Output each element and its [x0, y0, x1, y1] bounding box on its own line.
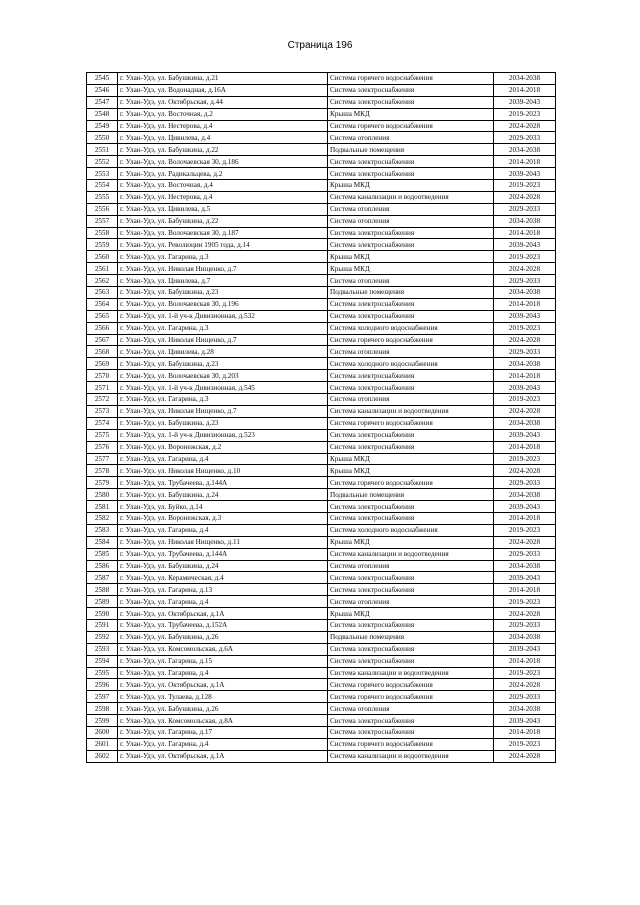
table-row: [87, 679, 556, 691]
table-row: [87, 691, 556, 703]
work-type-cell: Система холодного водоснабжения: [328, 358, 494, 370]
row-number-cell: 2594: [87, 655, 118, 667]
address-cell: г. Улан-Удэ, ул. Гагарина, д.4: [118, 738, 328, 750]
table-row: [87, 417, 556, 429]
work-type-cell: Система холодного водоснабжения: [328, 322, 494, 334]
table-row: [87, 310, 556, 322]
table-row: [87, 120, 556, 132]
period-cell: 2014-2018: [494, 370, 556, 382]
address-cell: г. Улан-Удэ, ул. Октябрьская, д.1А: [118, 750, 328, 762]
period-cell: 2029-2033: [494, 619, 556, 631]
period-cell: 2039-2043: [494, 501, 556, 513]
work-type-cell: Крыша МКД: [328, 453, 494, 465]
row-number-cell: 2545: [87, 73, 118, 85]
period-cell: 2029-2033: [494, 275, 556, 287]
address-cell: г. Улан-Удэ, ул. Трубачеева, д.152А: [118, 619, 328, 631]
row-number-cell: 2591: [87, 619, 118, 631]
address-cell: г. Улан-Удэ, ул. Гагарина, д.4: [118, 453, 328, 465]
work-type-cell: Система отопления: [328, 703, 494, 715]
table-row: [87, 394, 556, 406]
period-cell: 2039-2043: [494, 572, 556, 584]
address-cell: г. Улан-Удэ, ул. Комсомольская, д.8А: [118, 715, 328, 727]
work-type-cell: Система канализации и водоотведения: [328, 750, 494, 762]
work-type-cell: Система электроснабжения: [328, 715, 494, 727]
address-cell: г. Улан-Удэ, ул. Бабушкина, д.26: [118, 703, 328, 715]
row-number-cell: 2601: [87, 738, 118, 750]
work-type-cell: Система отопления: [328, 215, 494, 227]
address-cell: г. Улан-Удэ, ул. Керамическая, д.4: [118, 572, 328, 584]
work-type-cell: Система канализации и водоотведения: [328, 548, 494, 560]
table-row: [87, 298, 556, 310]
address-cell: г. Улан-Удэ, ул. Бабушкина, д.24: [118, 489, 328, 501]
address-cell: г. Улан-Удэ, ул. Нестерова, д.4: [118, 120, 328, 132]
period-cell: 2039-2043: [494, 715, 556, 727]
table-row: [87, 96, 556, 108]
period-cell: 2029-2033: [494, 203, 556, 215]
address-cell: г. Улан-Удэ, ул. Водонадная, д.16А: [118, 84, 328, 96]
address-cell: г. Улан-Удэ, ул. Радикальцева, д.2: [118, 168, 328, 180]
address-cell: г. Улан-Удэ, ул. Гагарина, д.3: [118, 251, 328, 263]
row-number-cell: 2563: [87, 287, 118, 299]
work-type-cell: Система электроснабжения: [328, 310, 494, 322]
table-row: [87, 84, 556, 96]
work-type-cell: Система электроснабжения: [328, 84, 494, 96]
work-type-cell: Крыша МКД: [328, 536, 494, 548]
table-row: [87, 156, 556, 168]
address-cell: г. Улан-Удэ, ул. Бабушкина, д.26: [118, 631, 328, 643]
row-number-cell: 2571: [87, 382, 118, 394]
work-type-cell: Система электроснабжения: [328, 441, 494, 453]
row-number-cell: 2576: [87, 441, 118, 453]
period-cell: 2014-2018: [494, 726, 556, 738]
address-cell: г. Улан-Удэ, ул. Восточная, д.2: [118, 108, 328, 120]
period-cell: 2019-2023: [494, 596, 556, 608]
work-type-cell: Система отопления: [328, 132, 494, 144]
work-type-cell: Подвальные помещения: [328, 287, 494, 299]
table-row: [87, 358, 556, 370]
work-type-cell: Система отопления: [328, 275, 494, 287]
address-cell: г. Улан-Удэ, ул. Буйко, д.14: [118, 501, 328, 513]
row-number-cell: 2552: [87, 156, 118, 168]
work-type-cell: Система горячего водоснабжения: [328, 477, 494, 489]
period-cell: 2019-2023: [494, 667, 556, 679]
address-cell: г. Улан-Удэ, ул. Октябрьская, д.1А: [118, 679, 328, 691]
address-cell: г. Улан-Удэ, ул. Николая Нищенко, д.7: [118, 334, 328, 346]
table-row: [87, 370, 556, 382]
table-row: [87, 596, 556, 608]
row-number-cell: 2586: [87, 560, 118, 572]
row-number-cell: 2548: [87, 108, 118, 120]
row-number-cell: 2550: [87, 132, 118, 144]
period-cell: 2024-2028: [494, 679, 556, 691]
repair-schedule-table: [86, 72, 556, 763]
table-row: [87, 750, 556, 762]
address-cell: г. Улан-Удэ, ул. Николая Нищенко, д.7: [118, 405, 328, 417]
table-row: [87, 429, 556, 441]
row-number-cell: 2600: [87, 726, 118, 738]
row-number-cell: 2558: [87, 227, 118, 239]
address-cell: г. Улан-Удэ, ул. Бабушкина, д.23: [118, 287, 328, 299]
period-cell: 2034-2038: [494, 631, 556, 643]
row-number-cell: 2582: [87, 512, 118, 524]
address-cell: г. Улан-Удэ, ул. Волочаевская 30, д.203: [118, 370, 328, 382]
period-cell: 2029-2033: [494, 346, 556, 358]
period-cell: 2034-2038: [494, 560, 556, 572]
table-row: [87, 441, 556, 453]
row-number-cell: 2585: [87, 548, 118, 560]
period-cell: 2039-2043: [494, 310, 556, 322]
row-number-cell: 2583: [87, 524, 118, 536]
row-number-cell: 2599: [87, 715, 118, 727]
work-type-cell: Подвальные помещения: [328, 631, 494, 643]
period-cell: 2019-2023: [494, 738, 556, 750]
period-cell: 2039-2043: [494, 429, 556, 441]
row-number-cell: 2554: [87, 180, 118, 192]
row-number-cell: 2581: [87, 501, 118, 513]
work-type-cell: Крыша МКД: [328, 108, 494, 120]
row-number-cell: 2580: [87, 489, 118, 501]
row-number-cell: 2575: [87, 429, 118, 441]
row-number-cell: 2579: [87, 477, 118, 489]
period-cell: 2024-2028: [494, 191, 556, 203]
row-number-cell: 2547: [87, 96, 118, 108]
address-cell: г. Улан-Удэ, ул. Бабушкина, д.22: [118, 215, 328, 227]
row-number-cell: 2560: [87, 251, 118, 263]
work-type-cell: Система электроснабжения: [328, 726, 494, 738]
table-row: [87, 726, 556, 738]
period-cell: 2019-2023: [494, 524, 556, 536]
period-cell: 2039-2043: [494, 96, 556, 108]
work-type-cell: Система горячего водоснабжения: [328, 120, 494, 132]
work-type-cell: Система отопления: [328, 394, 494, 406]
address-cell: г. Улан-Удэ, ул. Октябрьская, д.44: [118, 96, 328, 108]
address-cell: г. Улан-Удэ, ул. Бабушкина, д.21: [118, 73, 328, 85]
address-cell: г. Улан-Удэ, ул. Цивилева, д.7: [118, 275, 328, 287]
row-number-cell: 2567: [87, 334, 118, 346]
period-cell: 2019-2023: [494, 394, 556, 406]
address-cell: г. Улан-Удэ, ул. Воронежская, д.2: [118, 441, 328, 453]
address-cell: г. Улан-Удэ, ул. Воронежская, д.3: [118, 512, 328, 524]
address-cell: г. Улан-Удэ, ул. Николая Нищенко, д.11: [118, 536, 328, 548]
work-type-cell: Система электроснабжения: [328, 512, 494, 524]
period-cell: 2024-2028: [494, 263, 556, 275]
table-row: [87, 655, 556, 667]
period-cell: 2034-2038: [494, 73, 556, 85]
work-type-cell: Система электроснабжения: [328, 619, 494, 631]
address-cell: г. Улан-Удэ, ул. Гагарина, д.4: [118, 524, 328, 536]
work-type-cell: Система электроснабжения: [328, 584, 494, 596]
table-row: [87, 477, 556, 489]
table-row: [87, 667, 556, 679]
work-type-cell: Система электроснабжения: [328, 572, 494, 584]
period-cell: 2024-2028: [494, 334, 556, 346]
period-cell: 2019-2023: [494, 180, 556, 192]
period-cell: 2034-2038: [494, 489, 556, 501]
work-type-cell: Система электроснабжения: [328, 429, 494, 441]
table-row: [87, 275, 556, 287]
row-number-cell: 2592: [87, 631, 118, 643]
row-number-cell: 2584: [87, 536, 118, 548]
address-cell: г. Улан-Удэ, ул. Гагарина, д.17: [118, 726, 328, 738]
period-cell: 2034-2038: [494, 215, 556, 227]
work-type-cell: Система электроснабжения: [328, 370, 494, 382]
table-row: [87, 203, 556, 215]
period-cell: 2024-2028: [494, 120, 556, 132]
work-type-cell: Система отопления: [328, 203, 494, 215]
address-cell: г. Улан-Удэ, ул. Бабушкина, д.22: [118, 144, 328, 156]
row-number-cell: 2549: [87, 120, 118, 132]
row-number-cell: 2598: [87, 703, 118, 715]
address-cell: г. Улан-Удэ, ул. Октябрьская, д.1А: [118, 608, 328, 620]
work-type-cell: Крыша МКД: [328, 465, 494, 477]
work-type-cell: Система электроснабжения: [328, 655, 494, 667]
row-number-cell: 2593: [87, 643, 118, 655]
work-type-cell: Система горячего водоснабжения: [328, 679, 494, 691]
row-number-cell: 2572: [87, 394, 118, 406]
work-type-cell: Система электроснабжения: [328, 501, 494, 513]
period-cell: 2034-2038: [494, 144, 556, 156]
row-number-cell: 2587: [87, 572, 118, 584]
table-row: [87, 144, 556, 156]
period-cell: 2014-2018: [494, 298, 556, 310]
address-cell: г. Улан-Удэ, ул. Цивилева, д.28: [118, 346, 328, 358]
row-number-cell: 2573: [87, 405, 118, 417]
address-cell: г. Улан-Удэ, ул. 1-й уч-к Дивизионная, д.545: [118, 382, 328, 394]
address-cell: г. Улан-Удэ, ул. Комсомольская, д.6А: [118, 643, 328, 655]
period-cell: 2024-2028: [494, 405, 556, 417]
address-cell: г. Улан-Удэ, ул. Гагарина, д.13: [118, 584, 328, 596]
table-row: [87, 180, 556, 192]
row-number-cell: 2555: [87, 191, 118, 203]
row-number-cell: 2597: [87, 691, 118, 703]
work-type-cell: Система канализации и водоотведения: [328, 191, 494, 203]
address-cell: г. Улан-Удэ, ул. Николая Нищенко, д.7: [118, 263, 328, 275]
table-row: [87, 239, 556, 251]
row-number-cell: 2590: [87, 608, 118, 620]
row-number-cell: 2559: [87, 239, 118, 251]
row-number-cell: 2569: [87, 358, 118, 370]
table-row: [87, 738, 556, 750]
table-row: [87, 524, 556, 536]
row-number-cell: 2588: [87, 584, 118, 596]
table-row: [87, 263, 556, 275]
table-body: [87, 73, 556, 763]
row-number-cell: 2557: [87, 215, 118, 227]
row-number-cell: 2553: [87, 168, 118, 180]
period-cell: 2014-2018: [494, 584, 556, 596]
period-cell: 2019-2023: [494, 322, 556, 334]
address-cell: г. Улан-Удэ, ул. Волочаевская 30, д.196: [118, 298, 328, 310]
table-row: [87, 572, 556, 584]
table-row: [87, 168, 556, 180]
table-row: [87, 215, 556, 227]
row-number-cell: 2562: [87, 275, 118, 287]
address-cell: г. Улан-Удэ, ул. Цивилева, д.4: [118, 132, 328, 144]
address-cell: г. Улан-Удэ, ул. Восточная, д.4: [118, 180, 328, 192]
row-number-cell: 2565: [87, 310, 118, 322]
period-cell: 2024-2028: [494, 608, 556, 620]
address-cell: г. Улан-Удэ, ул. Гагарина, д.4: [118, 596, 328, 608]
row-number-cell: 2566: [87, 322, 118, 334]
work-type-cell: Система отопления: [328, 596, 494, 608]
period-cell: 2014-2018: [494, 441, 556, 453]
table-row: [87, 453, 556, 465]
row-number-cell: 2564: [87, 298, 118, 310]
period-cell: 2014-2018: [494, 655, 556, 667]
table-row: [87, 346, 556, 358]
work-type-cell: Система канализации и водоотведения: [328, 667, 494, 679]
period-cell: 2029-2033: [494, 477, 556, 489]
period-cell: 2024-2028: [494, 750, 556, 762]
table-row: [87, 608, 556, 620]
table-row: [87, 584, 556, 596]
address-cell: г. Улан-Удэ, ул. Гагарина, д.15: [118, 655, 328, 667]
work-type-cell: Система отопления: [328, 560, 494, 572]
table-row: [87, 715, 556, 727]
period-cell: 2029-2033: [494, 548, 556, 560]
row-number-cell: 2578: [87, 465, 118, 477]
table-row: [87, 631, 556, 643]
address-cell: г. Улан-Удэ, ул. Трубачеева, д.144А: [118, 477, 328, 489]
period-cell: 2029-2033: [494, 132, 556, 144]
period-cell: 2034-2038: [494, 358, 556, 370]
address-cell: г. Улан-Удэ, ул. Гагарина, д.3: [118, 322, 328, 334]
table-row: [87, 501, 556, 513]
work-type-cell: Крыша МКД: [328, 263, 494, 275]
address-cell: г. Улан-Удэ, ул. Цивилева, д.5: [118, 203, 328, 215]
work-type-cell: Система электроснабжения: [328, 239, 494, 251]
row-number-cell: 2596: [87, 679, 118, 691]
table-row: [87, 322, 556, 334]
period-cell: 2019-2023: [494, 251, 556, 263]
row-number-cell: 2574: [87, 417, 118, 429]
address-cell: г. Улан-Удэ, ул. Трубачеева, д.144А: [118, 548, 328, 560]
row-number-cell: 2602: [87, 750, 118, 762]
table-row: [87, 489, 556, 501]
work-type-cell: Система отопления: [328, 346, 494, 358]
period-cell: 2034-2038: [494, 417, 556, 429]
period-cell: 2019-2023: [494, 108, 556, 120]
work-type-cell: Система горячего водоснабжения: [328, 73, 494, 85]
table-row: [87, 512, 556, 524]
work-type-cell: Крыша МКД: [328, 180, 494, 192]
work-type-cell: Система электроснабжения: [328, 227, 494, 239]
period-cell: 2034-2038: [494, 703, 556, 715]
work-type-cell: Система холодного водоснабжения: [328, 524, 494, 536]
table-row: [87, 643, 556, 655]
row-number-cell: 2551: [87, 144, 118, 156]
work-type-cell: Подвальные помещения: [328, 489, 494, 501]
table-row: [87, 703, 556, 715]
period-cell: 2024-2028: [494, 465, 556, 477]
table-row: [87, 287, 556, 299]
period-cell: 2034-2038: [494, 287, 556, 299]
table-row: [87, 334, 556, 346]
period-cell: 2014-2018: [494, 84, 556, 96]
period-cell: 2014-2018: [494, 156, 556, 168]
table-row: [87, 251, 556, 263]
work-type-cell: Система горячего водоснабжения: [328, 334, 494, 346]
table-row: [87, 465, 556, 477]
table-row: [87, 560, 556, 572]
table-row: [87, 227, 556, 239]
work-type-cell: Система канализации и водоотведения: [328, 405, 494, 417]
address-cell: г. Улан-Удэ, ул. Революции 1905 года, д.14: [118, 239, 328, 251]
period-cell: 2014-2018: [494, 227, 556, 239]
table-row: [87, 619, 556, 631]
address-cell: г. Улан-Удэ, ул. Волочаевская 30, д.186: [118, 156, 328, 168]
address-cell: г. Улан-Удэ, ул. Гагарина, д.3: [118, 394, 328, 406]
table-row: [87, 191, 556, 203]
address-cell: г. Улан-Удэ, ул. Волочаевская 30, д.187: [118, 227, 328, 239]
table-row: [87, 536, 556, 548]
address-cell: г. Улан-Удэ, ул. Нестерова, д.4: [118, 191, 328, 203]
address-cell: г. Улан-Удэ, ул. Гагарина, д.4: [118, 667, 328, 679]
work-type-cell: Система электроснабжения: [328, 643, 494, 655]
work-type-cell: Система электроснабжения: [328, 382, 494, 394]
period-cell: 2039-2043: [494, 382, 556, 394]
period-cell: 2039-2043: [494, 168, 556, 180]
work-type-cell: Крыша МКД: [328, 608, 494, 620]
work-type-cell: Система горячего водоснабжения: [328, 738, 494, 750]
table-row: [87, 548, 556, 560]
table-row: [87, 108, 556, 120]
table-row: [87, 405, 556, 417]
table-row: [87, 73, 556, 85]
address-cell: г. Улан-Удэ, ул. Николая Нищенко, д.10: [118, 465, 328, 477]
address-cell: г. Улан-Удэ, ул. Бабушкина, д.24: [118, 560, 328, 572]
address-cell: г. Улан-Удэ, ул. 1-й уч-к Дивизионная, д.523: [118, 429, 328, 441]
row-number-cell: 2556: [87, 203, 118, 215]
address-cell: г. Улан-Удэ, ул. Бабушкина, д.23: [118, 358, 328, 370]
work-type-cell: Крыша МКД: [328, 251, 494, 263]
row-number-cell: 2546: [87, 84, 118, 96]
period-cell: 2029-2033: [494, 691, 556, 703]
work-type-cell: Система электроснабжения: [328, 96, 494, 108]
work-type-cell: Система электроснабжения: [328, 298, 494, 310]
row-number-cell: 2561: [87, 263, 118, 275]
period-cell: 2024-2028: [494, 536, 556, 548]
work-type-cell: Система горячего водоснабжения: [328, 691, 494, 703]
table-row: [87, 132, 556, 144]
address-cell: г. Улан-Удэ, ул. 1-й уч-к Дивизионная, д.532: [118, 310, 328, 322]
period-cell: 2039-2043: [494, 643, 556, 655]
work-type-cell: Система электроснабжения: [328, 156, 494, 168]
row-number-cell: 2589: [87, 596, 118, 608]
work-type-cell: Система горячего водоснабжения: [328, 417, 494, 429]
row-number-cell: 2568: [87, 346, 118, 358]
row-number-cell: 2577: [87, 453, 118, 465]
row-number-cell: 2570: [87, 370, 118, 382]
row-number-cell: 2595: [87, 667, 118, 679]
table-row: [87, 382, 556, 394]
address-cell: г. Улан-Удэ, ул. Бабушкина, д.23: [118, 417, 328, 429]
page-title: Страница 196: [287, 40, 353, 51]
work-type-cell: Система электроснабжения: [328, 168, 494, 180]
period-cell: 2019-2023: [494, 453, 556, 465]
address-cell: г. Улан-Удэ, ул. Тулаева, д.128: [118, 691, 328, 703]
period-cell: 2039-2043: [494, 239, 556, 251]
period-cell: 2014-2018: [494, 512, 556, 524]
work-type-cell: Подвальные помещения: [328, 144, 494, 156]
